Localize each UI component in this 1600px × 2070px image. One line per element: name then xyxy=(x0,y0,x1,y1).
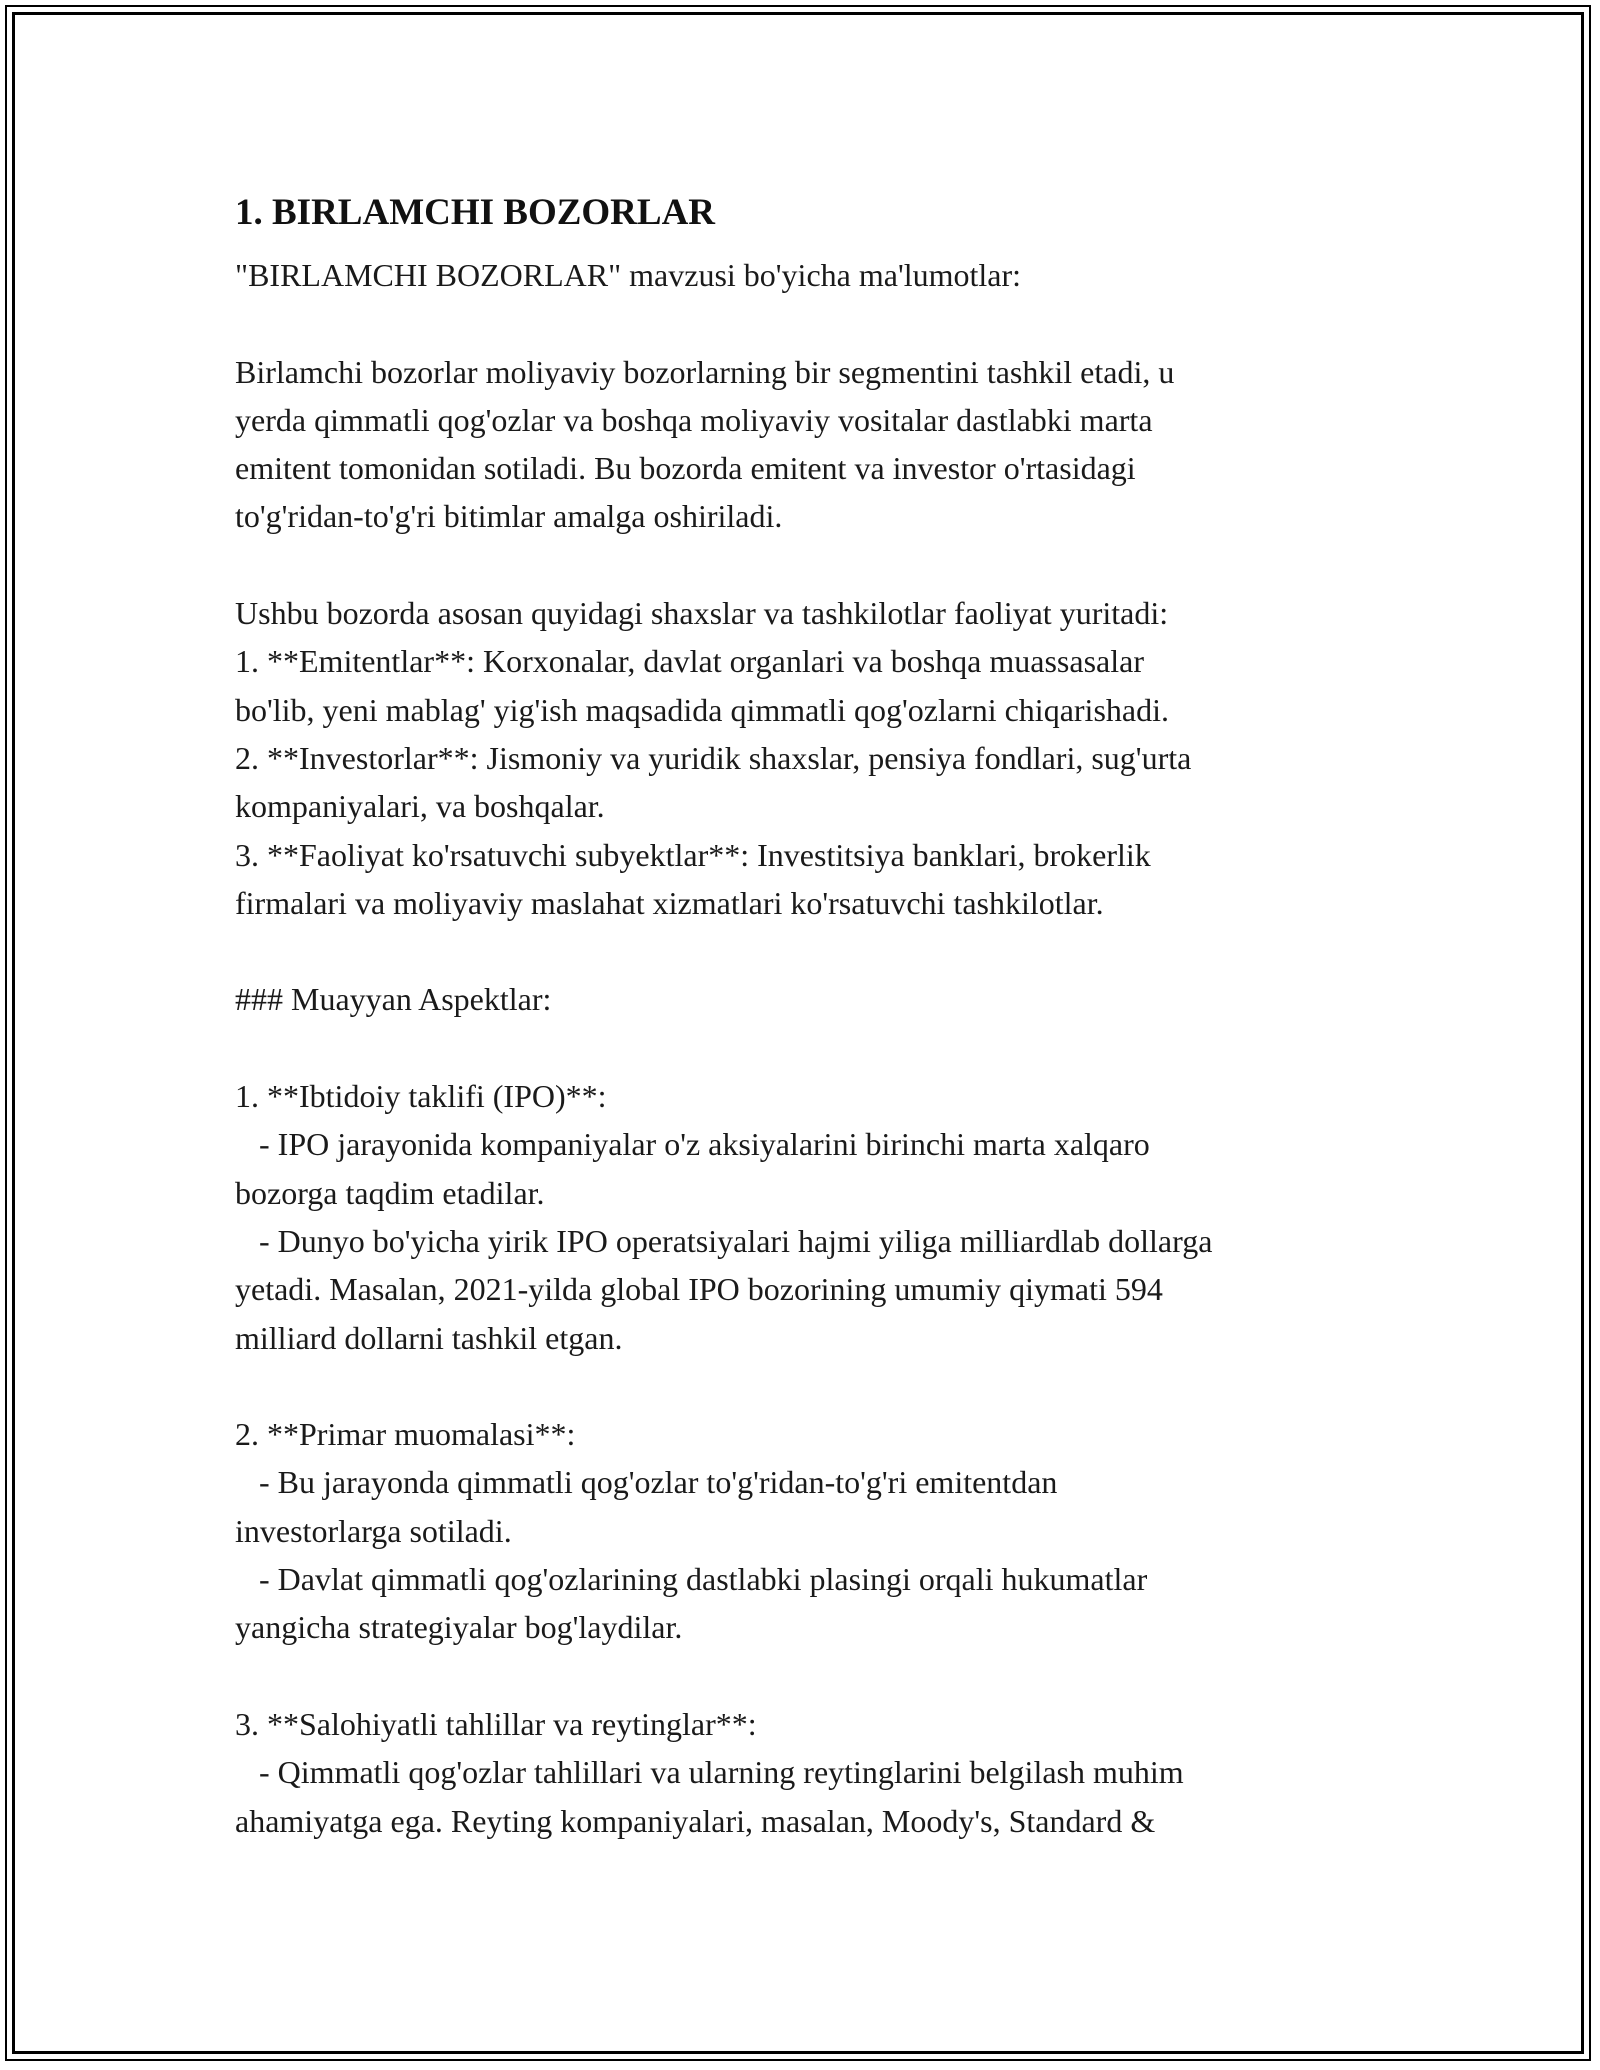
document-page xyxy=(235,183,1395,1845)
paragraph-gap xyxy=(235,1024,1395,1072)
document-subtitle: "BIRLAMCHI BOZORLAR" mavzusi bo'yicha ma'lumotlar: xyxy=(235,257,1022,293)
document-title: 1. BIRLAMCHI BOZORLAR xyxy=(235,192,716,233)
section-heading-aspects: ### Muayyan Aspektlar: xyxy=(235,981,552,1018)
paragraph-ipo: 1. **Ibtidoiy taklifi (IPO)**: - IPO jarayonida kompaniyalar o'z aksiyalarini birinchi marta xalqaro bozorga taqdim etadilar. - Dunyo bo'yicha yirik IPO operatsiyalari hajmi yiliga milliardlab dollarga yetadi. Masalan, 2021-yilda global IPO bozorining umumiy qiymati 594 milliard dollarni tashkil etgan. xyxy=(235,1078,1213,1356)
paragraph-analysis-ratings: 3. **Salohiyatli tahlillar va reytinglar**: - Qimmatli qog'ozlar tahlillari va ularning reytinglarini belgilash muhim ahamiyatga ega. Reyting kompaniyalari, masalan, Moody's, Standard & xyxy=(235,1705,1184,1839)
paragraph-gap xyxy=(235,927,1395,975)
paragraph-definition: Birlamchi bozorlar moliyaviy bozorlarning bir segmentini tashkil etadi, u yerda qimmatli qog'ozlar va boshqa moliyaviy vositalar dastlabki marta emitent tomonidan sotiladi. Bu bozorda emitent va investor o'rtasidagi to'g'ridan-to'g'ri bitimlar amalga oshiriladi. xyxy=(235,353,1175,535)
paragraph-gap xyxy=(235,299,1395,347)
paragraph-gap xyxy=(235,1362,1395,1410)
paragraph-primary-circulation: 2. **Primar muomalasi**: - Bu jarayonda qimmatli qog'ozlar to'g'ridan-to'g'ri emitentdan investorlarga sotiladi. - Davlat qimmatli qog'ozlarining dastlabki plasingi orqali hukumatlar yangicha strategiyalar bog'laydilar. xyxy=(235,1416,1148,1646)
paragraph-gap xyxy=(235,541,1395,589)
paragraph-participants: Ushbu bozorda asosan quyidagi shaxslar va tashkilotlar faoliyat yuritadi: 1. **Emitentlar**: Korxonalar, davlat organlari va boshqa muassasalar bo'lib, yeni mablag' yig'ish maqsadida qimmatli qog'ozlarni chiqarishadi. 2. **Investorlar**: Jismoniy va yuridik shaxslar, pensiya fondlari, sug'urta kompaniyalari, va boshqalar. 3. **Faoliyat ko'rsatuvchi subyektlar**: Investitsiya banklari, brokerlik firmalari va moliyaviy maslahat xizmatlari ko'rsatuvchi tashkilotlar. xyxy=(235,595,1192,921)
paragraph-gap xyxy=(235,1652,1395,1700)
